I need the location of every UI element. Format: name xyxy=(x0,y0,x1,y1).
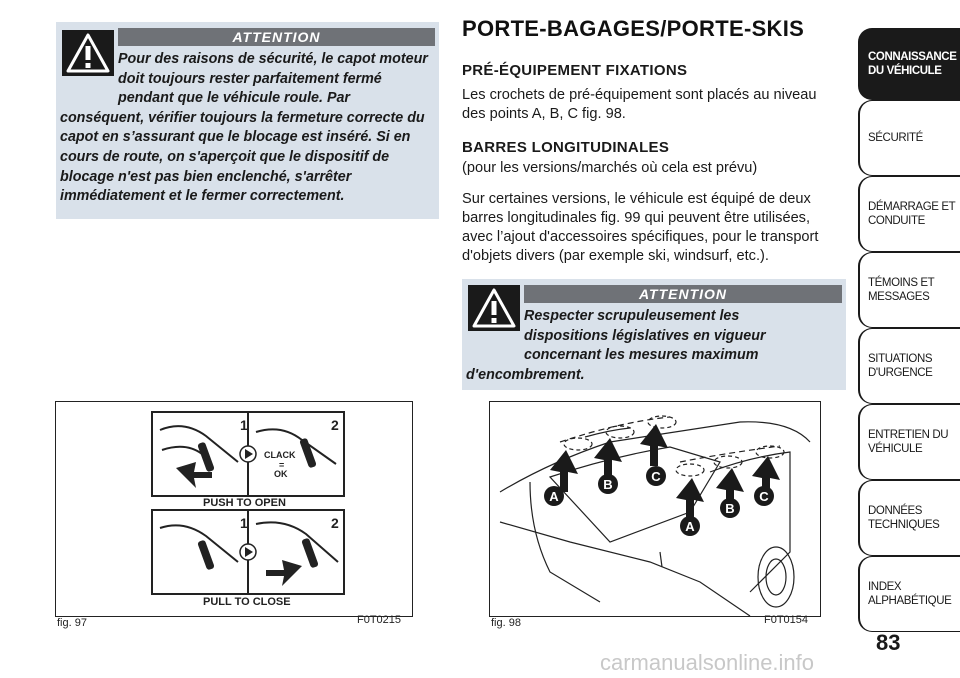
figure-97-hood-latch xyxy=(55,401,413,617)
sidebar-tab-entretien[interactable] xyxy=(858,404,960,480)
figure-98-roof-points xyxy=(489,401,821,617)
ok-label: OK xyxy=(274,469,288,479)
warning-box-hood xyxy=(56,22,439,219)
sidebar-tab-donnees[interactable] xyxy=(858,480,960,556)
warning-header: ATTENTION xyxy=(524,285,842,303)
sidebar-tab-label: TÉMOINS ET MESSAGES xyxy=(868,277,935,303)
figure-caption: fig. 98 xyxy=(491,617,521,629)
step-number: 1 xyxy=(240,515,248,531)
figure-code: F0T0215 xyxy=(357,614,402,626)
clack-label: CLACK xyxy=(264,450,296,460)
warning-box-dimensions xyxy=(462,279,846,390)
warning-text: Pour des raisons de sécurité, le capot moteur doit toujours rester parfaitement fermé pendant que le véhicule roule. Par conséquent, vérifier toujours la fermeture correcte du capot en s’assurant que le blocage est inséré. Si en cours de route, on s'aperçoit que le dispositif de blocage n'est pas bien enclenché, s'arrêter immédiatement et le fermer correctement. xyxy=(60,51,428,205)
warning-text: Respecter scrupuleusement les dispositions législatives en vigueur concernant les mesures maximum d'encombrement. xyxy=(466,308,766,383)
sidebar-tab-label: ENTRETIEN DU VÉHICULE xyxy=(868,429,949,455)
watermark-text: carmanualsonline.info xyxy=(600,650,815,675)
sidebar-tab-demarrage[interactable] xyxy=(858,176,960,252)
roof-bars-note: (pour les versions/marchés où cela est prévu) xyxy=(462,160,758,176)
figure-caption: fig. 97 xyxy=(57,617,87,629)
step-number: 2 xyxy=(331,417,339,433)
paragraph-pre-equipment: Les crochets de pré-équipement sont placés au niveau des points A, B, C fig. 98. xyxy=(462,87,817,122)
hood-latch-illustration xyxy=(56,402,412,616)
subheading-pre-equipment: PRÉ-ÉQUIPEMENT FIXATIONS xyxy=(462,62,688,79)
page-number: 83 xyxy=(876,630,901,655)
point-a-label: A xyxy=(685,519,695,534)
sidebar-tab-temoins[interactable] xyxy=(858,252,960,328)
section-title: PORTE-BAGAGES/PORTE-SKIS xyxy=(462,16,805,41)
figure-code: F0T0154 xyxy=(764,614,809,626)
pull-to-close-label: PULL TO CLOSE xyxy=(203,596,291,608)
push-to-open-label: PUSH TO OPEN xyxy=(203,497,286,509)
sidebar-tab-label: INDEX ALPHABÉTIQUE xyxy=(868,581,952,607)
paragraph-roof-bars: Sur certaines versions, le véhicule est équipé de deux barres longitudinales fig. 99 qui peuvent être utilisées, avec l’ajout d'accessoires spécifiques, pour le transport d'objets divers (par exemple ski, windsurf, etc.). xyxy=(462,191,819,264)
warning-header: ATTENTION xyxy=(118,28,435,46)
sidebar-tab-label: DONNÉES TECHNIQUES xyxy=(868,505,940,531)
sidebar-tab-label: CONNAISSANCE DU VÉHICULE xyxy=(868,51,957,77)
step-number: 2 xyxy=(331,515,339,531)
point-b-label: B xyxy=(725,501,735,516)
sidebar-tab-securite[interactable] xyxy=(858,100,960,176)
subheading-roof-bars: BARRES LONGITUDINALES xyxy=(462,139,670,156)
equals-label: = xyxy=(279,460,285,470)
sidebar-tab-label: DÉMARRAGE ET CONDUITE xyxy=(868,201,956,227)
point-a-label: A xyxy=(549,489,559,504)
roof-fixing-points-illustration xyxy=(490,402,820,616)
sidebar-tab-connaissance[interactable] xyxy=(858,28,960,100)
sidebar-tab-label: SITUATIONS D'URGENCE xyxy=(868,353,933,379)
sidebar-tab-label: SÉCURITÉ xyxy=(868,132,923,144)
sidebar-tab-situations[interactable] xyxy=(858,328,960,404)
point-c-label: C xyxy=(651,469,661,484)
sidebar-tab-index[interactable] xyxy=(858,556,960,632)
step-number: 1 xyxy=(240,417,248,433)
point-b-label: B xyxy=(603,477,613,492)
point-c-label: C xyxy=(759,489,769,504)
